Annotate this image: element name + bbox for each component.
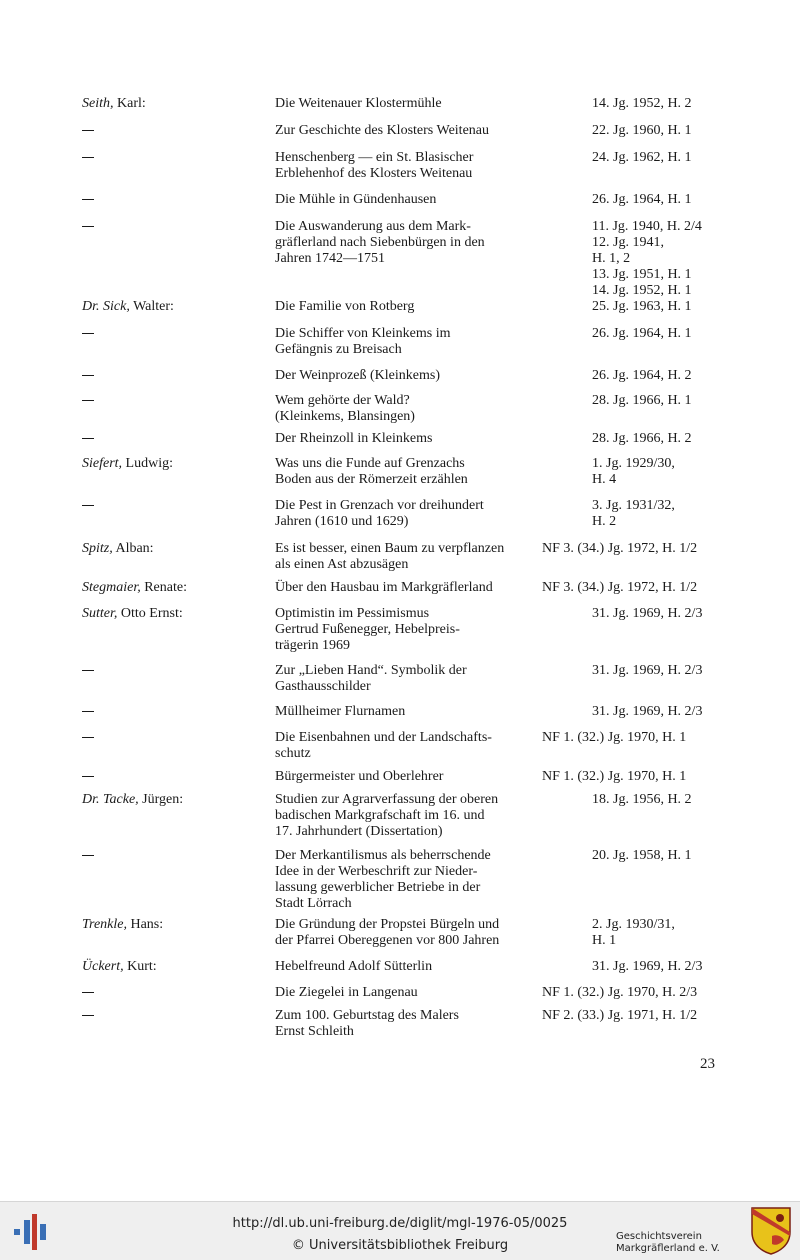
ditto-dash-mark xyxy=(82,992,94,993)
article-title-line: 17. Jahrhundert (Dissertation) xyxy=(275,824,443,839)
issue-reference xyxy=(542,792,782,808)
ditto-dash-mark xyxy=(82,737,94,738)
author-surname: Seith, xyxy=(82,96,114,111)
article-title-line: Die Schiffer von Kleinkems im xyxy=(275,326,451,341)
article-title-line: Die Weitenauer Klostermühle xyxy=(275,96,442,111)
ditto-dash xyxy=(82,1008,94,1024)
issue-reference-line: 3. Jg. 1931/32, xyxy=(592,498,675,513)
article-title xyxy=(275,580,543,596)
article-title-line: der Pfarrei Obereggenen vor 800 Jahren xyxy=(275,933,500,948)
issue-reference xyxy=(542,704,782,720)
article-title-line: Die Pest in Grenzach vor dreihundert xyxy=(275,498,484,513)
ditto-dash xyxy=(82,663,94,679)
article-title-line: Der Weinprozeß (Kleinkems) xyxy=(275,368,440,383)
article-title-line: Jahren (1610 und 1629) xyxy=(275,514,409,529)
ditto-dash xyxy=(82,848,94,864)
author-surname: Sutter, xyxy=(82,606,118,621)
article-title-line: Zum 100. Geburtstag des Malers xyxy=(275,1008,459,1023)
ditto-dash-mark xyxy=(82,438,94,439)
article-title-line: Jahren 1742—1751 xyxy=(275,251,386,266)
author-surname: Spitz, xyxy=(82,541,113,556)
ditto-dash xyxy=(82,219,94,235)
page-number: 23 xyxy=(700,1056,715,1072)
ditto-dash xyxy=(82,368,94,384)
author-name xyxy=(82,456,173,472)
article-title-line: Die Familie von Rotberg xyxy=(275,299,415,314)
article-title xyxy=(275,917,543,949)
author-given-name: Kurt: xyxy=(127,959,157,974)
ditto-dash-mark xyxy=(82,505,94,506)
document-url: http://dl.ub.uni-freiburg.de/diglit/mgl-1976-05/0025 xyxy=(232,1216,568,1231)
author-surname: Siefert, xyxy=(82,456,123,471)
ditto-dash xyxy=(82,730,94,746)
article-title-line: Der Merkantilismus als beherrschende xyxy=(275,848,491,863)
article-title-line: Gefängnis zu Breisach xyxy=(275,342,402,357)
society-name xyxy=(616,1231,720,1255)
issue-reference-line: 20. Jg. 1958, H. 1 xyxy=(592,848,692,863)
article-title-line: lassung gewerblicher Betriebe in der xyxy=(275,880,481,895)
author-name xyxy=(82,917,163,933)
article-title xyxy=(275,150,543,182)
issue-reference-line: 14. Jg. 1952, H. 1 xyxy=(592,283,692,298)
article-title-line: als einen Ast abzusägen xyxy=(275,557,409,572)
author-name xyxy=(82,580,187,596)
article-title-line: Die Mühle in Gündenhausen xyxy=(275,192,437,207)
ditto-dash-mark xyxy=(82,130,94,131)
article-title-line: schutz xyxy=(275,746,311,761)
issue-reference-line: 26. Jg. 1964, H. 2 xyxy=(592,368,692,383)
article-title-line: Die Eisenbahnen und der Landschafts- xyxy=(275,730,492,745)
issue-reference-line: 25. Jg. 1963, H. 1 xyxy=(592,299,692,314)
issue-reference xyxy=(542,848,782,864)
article-title xyxy=(275,730,543,762)
author-given-name: Hans: xyxy=(130,917,164,932)
issue-reference xyxy=(542,663,782,679)
issue-reference xyxy=(542,219,782,299)
issue-reference xyxy=(542,96,782,112)
issue-reference xyxy=(542,769,732,785)
author-given-name: Otto Ernst: xyxy=(120,606,183,621)
author-given-name: Ludwig: xyxy=(125,456,173,471)
article-title-line: Die Auswanderung aus dem Mark- xyxy=(275,219,471,234)
article-title xyxy=(275,1008,543,1040)
ditto-dash-mark xyxy=(82,855,94,856)
author-name xyxy=(82,606,183,622)
issue-reference xyxy=(542,1008,732,1024)
article-title xyxy=(275,123,543,139)
issue-reference xyxy=(542,541,732,557)
issue-reference xyxy=(542,368,782,384)
article-title xyxy=(275,498,543,530)
article-title-line: Die Ziegelei in Langenau xyxy=(275,985,418,1000)
article-title xyxy=(275,192,543,208)
issue-reference xyxy=(542,123,782,139)
issue-reference-line: 31. Jg. 1969, H. 2/3 xyxy=(592,606,703,621)
article-title-line: Zur Geschichte des Klosters Weitenau xyxy=(275,123,489,138)
issue-reference-line: 31. Jg. 1969, H. 2/3 xyxy=(592,704,703,719)
issue-reference xyxy=(542,580,732,596)
issue-reference-line: 22. Jg. 1960, H. 1 xyxy=(592,123,692,138)
article-title xyxy=(275,368,543,384)
issue-reference-line: H. 4 xyxy=(592,472,617,487)
ditto-dash xyxy=(82,393,94,409)
issue-reference-line: 26. Jg. 1964, H. 1 xyxy=(592,192,692,207)
author-name xyxy=(82,299,174,315)
article-title-line: Es ist besser, einen Baum zu verpflanzen xyxy=(275,541,505,556)
issue-reference xyxy=(542,456,782,488)
article-title-line: Über den Hausbau im Markgräflerland xyxy=(275,580,493,595)
ditto-dash xyxy=(82,498,94,514)
issue-reference-line: NF 1. (32.) Jg. 1970, H. 1 xyxy=(542,730,687,745)
article-title xyxy=(275,299,543,315)
issue-reference-line: NF 1. (32.) Jg. 1970, H. 1 xyxy=(542,769,687,784)
issue-reference xyxy=(542,606,782,622)
society-name-line: Markgräflerland e. V. xyxy=(616,1243,720,1254)
article-title xyxy=(275,769,543,785)
article-title xyxy=(275,606,543,654)
issue-reference-line: 11. Jg. 1940, H. 2/4 xyxy=(592,219,702,234)
issue-reference-line: NF 2. (33.) Jg. 1971, H. 1/2 xyxy=(542,1008,698,1023)
article-title-line: Hebelfreund Adolf Sütterlin xyxy=(275,959,433,974)
ditto-dash-mark xyxy=(82,776,94,777)
issue-reference-line: H. 2 xyxy=(592,514,617,529)
article-title-line: gräflerland nach Siebenbürgen in den xyxy=(275,235,485,250)
issue-reference-line: 13. Jg. 1951, H. 1 xyxy=(592,267,692,282)
issue-reference xyxy=(542,730,732,746)
article-title xyxy=(275,848,543,912)
article-title-line: Ernst Schleith xyxy=(275,1024,354,1039)
issue-reference xyxy=(542,393,782,409)
copyright-notice: © Universitätsbibliothek Freiburg xyxy=(291,1238,509,1253)
author-surname: Ückert, xyxy=(82,959,124,974)
issue-reference-line: NF 3. (34.) Jg. 1972, H. 1/2 xyxy=(542,541,698,556)
issue-reference xyxy=(542,917,782,949)
ditto-dash xyxy=(82,192,94,208)
issue-reference-line: 1. Jg. 1929/30, xyxy=(592,456,675,471)
article-title-line: (Kleinkems, Blansingen) xyxy=(275,409,415,424)
author-name xyxy=(82,792,183,808)
author-given-name: Renate: xyxy=(144,580,187,595)
issue-reference xyxy=(542,959,782,975)
issue-reference-line: H. 1, 2 xyxy=(592,251,631,266)
issue-reference-line: 28. Jg. 1966, H. 1 xyxy=(592,393,692,408)
article-title xyxy=(275,959,543,975)
article-title xyxy=(275,985,543,1001)
article-title-line: badischen Markgrafschaft im 16. und xyxy=(275,808,485,823)
issue-reference xyxy=(542,150,782,166)
issue-reference xyxy=(542,326,782,342)
ditto-dash xyxy=(82,326,94,342)
ditto-dash xyxy=(82,431,94,447)
article-title xyxy=(275,792,543,840)
issue-reference-line: 14. Jg. 1952, H. 2 xyxy=(592,96,692,111)
article-title xyxy=(275,219,543,267)
author-given-name: Alban: xyxy=(115,541,154,556)
issue-reference xyxy=(542,985,732,1001)
viewer-footer xyxy=(0,1201,800,1260)
article-title xyxy=(275,393,543,425)
issue-reference-line: H. 1 xyxy=(592,933,617,948)
article-title-line: Henschenberg — ein St. Blasischer xyxy=(275,150,474,165)
article-title xyxy=(275,96,543,112)
ditto-dash-mark xyxy=(82,375,94,376)
ditto-dash-mark xyxy=(82,199,94,200)
author-surname: Trenkle, xyxy=(82,917,127,932)
society-name-line: Geschichtsverein xyxy=(616,1231,702,1242)
article-title-line: Idee in der Werbeschrift zur Nieder- xyxy=(275,864,478,879)
article-title-line: Stadt Lörrach xyxy=(275,896,352,911)
issue-reference-line: 31. Jg. 1969, H. 2/3 xyxy=(592,663,703,678)
issue-reference xyxy=(542,299,782,315)
article-title-line: Studien zur Agrarverfassung der oberen xyxy=(275,792,499,807)
article-title-line: Gasthausschilder xyxy=(275,679,371,694)
ditto-dash xyxy=(82,123,94,139)
article-title-line: Was uns die Funde auf Grenzachs xyxy=(275,456,465,471)
article-title xyxy=(275,326,543,358)
author-name xyxy=(82,96,146,112)
issue-reference-line: 24. Jg. 1962, H. 1 xyxy=(592,150,692,165)
author-surname: Tacke, xyxy=(103,792,139,807)
ditto-dash xyxy=(82,985,94,1001)
ditto-dash xyxy=(82,150,94,166)
article-title xyxy=(275,704,543,720)
issue-reference-line: 26. Jg. 1964, H. 1 xyxy=(592,326,692,341)
article-title-line: Die Gründung der Propstei Bürgeln und xyxy=(275,917,500,932)
ditto-dash-mark xyxy=(82,226,94,227)
issue-reference xyxy=(542,192,782,208)
author-given-name: Karl: xyxy=(117,96,146,111)
issue-reference-line: 28. Jg. 1966, H. 2 xyxy=(592,431,692,446)
author-surname: Stegmaier, xyxy=(82,580,141,595)
ditto-dash-mark xyxy=(82,711,94,712)
article-title-line: Boden aus der Römerzeit erzählen xyxy=(275,472,468,487)
ditto-dash-mark xyxy=(82,1015,94,1016)
ditto-dash-mark xyxy=(82,157,94,158)
issue-reference xyxy=(542,498,782,530)
article-title-line: trägerin 1969 xyxy=(275,638,351,653)
ditto-dash-mark xyxy=(82,670,94,671)
issue-reference-line: NF 1. (32.) Jg. 1970, H. 2/3 xyxy=(542,985,698,1000)
ditto-dash-mark xyxy=(82,400,94,401)
article-title-line: Gertrud Fußenegger, Hebelpreis- xyxy=(275,622,460,637)
article-title-line: Zur „Lieben Hand“. Symbolik der xyxy=(275,663,467,678)
issue-reference-line: 18. Jg. 1956, H. 2 xyxy=(592,792,692,807)
ditto-dash xyxy=(82,704,94,720)
society-crest-icon xyxy=(750,1206,792,1256)
author-prefix: Dr. xyxy=(82,299,100,314)
author-surname: Sick, xyxy=(103,299,130,314)
article-title-line: Erblehenhof des Klosters Weitenau xyxy=(275,166,473,181)
article-title xyxy=(275,663,543,695)
ub-freiburg-logo-icon xyxy=(12,1212,52,1252)
article-title-line: Wem gehörte der Wald? xyxy=(275,393,410,408)
article-title xyxy=(275,431,543,447)
issue-reference-line: 2. Jg. 1930/31, xyxy=(592,917,675,932)
article-title-line: Optimistin im Pessimismus xyxy=(275,606,430,621)
issue-reference xyxy=(542,431,782,447)
article-title xyxy=(275,456,543,488)
author-given-name: Jürgen: xyxy=(142,792,184,807)
article-title xyxy=(275,541,543,573)
article-title-line: Bürgermeister und Oberlehrer xyxy=(275,769,444,784)
article-title-line: Der Rheinzoll in Kleinkems xyxy=(275,431,433,446)
author-name xyxy=(82,959,157,975)
author-given-name: Walter: xyxy=(133,299,174,314)
ditto-dash xyxy=(82,769,94,785)
article-title-line: Müllheimer Flurnamen xyxy=(275,704,406,719)
issue-reference-line: 31. Jg. 1969, H. 2/3 xyxy=(592,959,703,974)
author-name xyxy=(82,541,154,557)
author-prefix: Dr. xyxy=(82,792,100,807)
issue-reference-line: NF 3. (34.) Jg. 1972, H. 1/2 xyxy=(542,580,698,595)
issue-reference-line: 12. Jg. 1941, xyxy=(592,235,664,250)
ditto-dash-mark xyxy=(82,333,94,334)
